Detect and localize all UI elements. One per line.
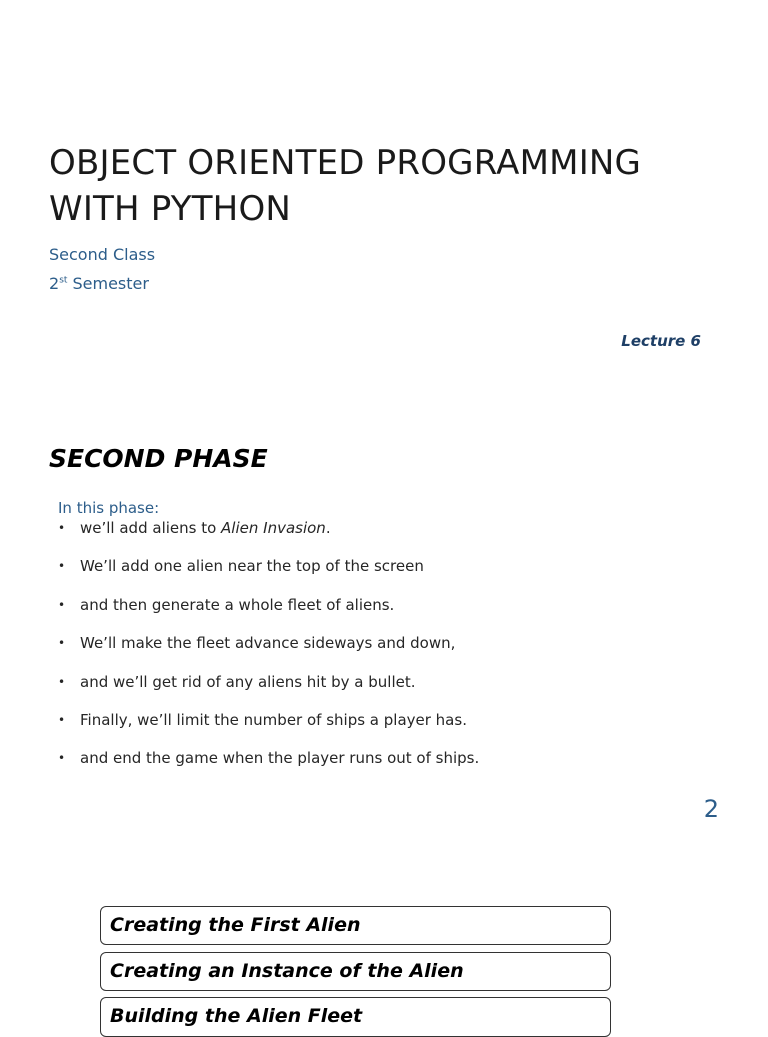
section-box-creating-instance: Creating an Instance of the Alien — [100, 952, 611, 991]
phase-heading: SECOND PHASE — [49, 444, 268, 473]
section-box-building-fleet: Building the Alien Fleet — [100, 997, 611, 1037]
section-box-creating-first-alien: Creating the First Alien — [100, 906, 611, 945]
bullet-icon: • — [58, 559, 66, 574]
bullet-text: We’ll make the fleet advance sideways and down, — [80, 634, 456, 653]
bullet-icon: • — [58, 597, 66, 612]
lecture-label: Lecture 6 — [621, 332, 701, 350]
bullet-text: and we’ll get rid of any aliens hit by a bullet. — [80, 672, 416, 691]
list-item — [58, 518, 479, 556]
bullet-text-italic: Alien Invasion — [221, 519, 326, 537]
bullet-text: We’ll add one alien near the top of the screen — [80, 557, 424, 576]
bullet-icon: • — [58, 636, 66, 651]
bullet-icon: • — [58, 674, 66, 689]
list-item — [58, 556, 479, 594]
list-item — [58, 710, 479, 748]
list-item — [58, 633, 479, 671]
list-item — [58, 672, 479, 710]
bullet-text-before: we’ll add aliens to — [80, 519, 222, 537]
page-number: 2 — [703, 795, 719, 823]
semester-word: Semester — [67, 274, 149, 293]
semester-number: 2 — [49, 274, 60, 293]
page-title — [49, 140, 749, 232]
bullet-icon: • — [58, 751, 66, 766]
bullet-icon: • — [58, 712, 66, 727]
semester-label — [49, 274, 149, 293]
bullet-icon: • — [58, 521, 66, 535]
semester-suffix: st — [59, 275, 68, 286]
class-label: Second Class — [49, 245, 156, 264]
phase-intro: In this phase: — [58, 499, 160, 517]
bullet-text: Finally, we’ll limit the number of ships a player has. — [80, 710, 467, 729]
list-item — [58, 595, 479, 633]
title-line-1: OBJECT ORIENTED PROGRAMMING — [49, 143, 642, 183]
bullet-text-after: . — [325, 519, 331, 537]
bullet-list — [58, 518, 479, 787]
list-item — [58, 748, 479, 786]
bullet-text: and then generate a whole fleet of aliens. — [80, 595, 395, 614]
title-line-2: WITH PYTHON — [49, 189, 292, 229]
bullet-text: and end the game when the player runs out of ships. — [80, 749, 480, 768]
